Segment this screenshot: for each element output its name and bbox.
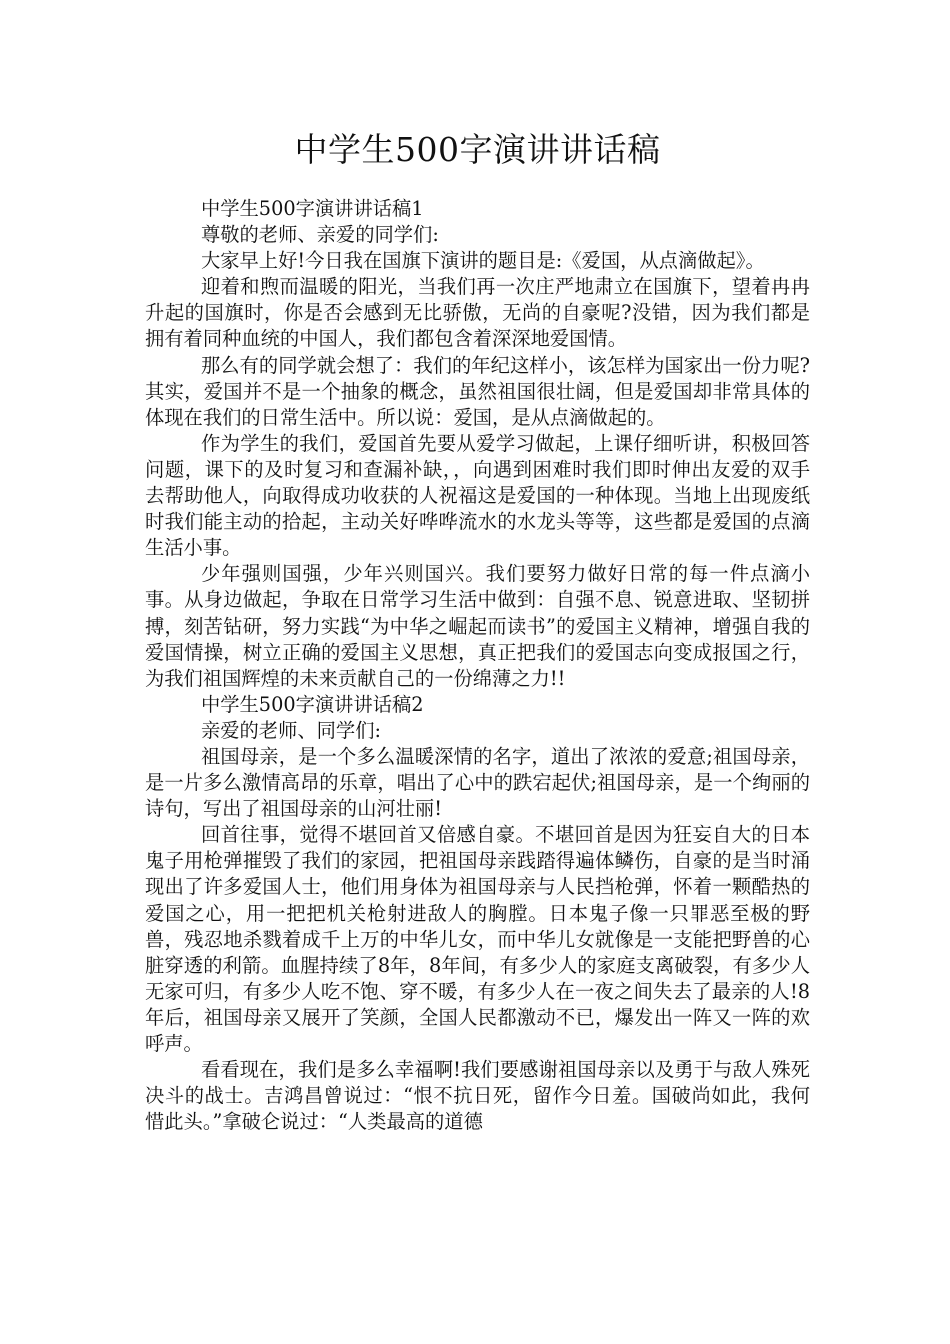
paragraph: 大家早上好!今日我在国旗下演讲的题目是:《爱国，从点滴做起》。 [200, 249, 765, 273]
document-body [145, 196, 810, 1135]
salutation-1: 尊敬的老师、亲爱的同学们: [200, 223, 439, 247]
paragraph: 祖国母亲，是一个多么温暖深情的名字，道出了浓浓的爱意;祖国母亲，是一片多么激情高昂的乐章，唱出了心中的跌宕起伏;祖国母亲，是一个绚丽的诗句，写出了祖国母亲的山河壮丽! [145, 744, 810, 821]
paragraph: 作为学生的我们，爱国首先要从爱学习做起，上课仔细听讲，积极回答问题，课下的及时复习和查漏补缺，，向遇到困难时我们即时伸出友爱的双手去帮助他人，向取得成功收获的人祝福这是爱国的一种体现。当地上出现废纸时我们能主动的拾起，主动关好哗哗流水的水龙头等等，这些都是爱国的点滴生活小事。 [145, 431, 810, 560]
section-heading-1: 中学生500字演讲讲话稿1 [200, 197, 424, 220]
document-title: 中学生500字演讲讲话稿 [294, 130, 661, 169]
section-heading-2: 中学生500字演讲讲话稿2 [200, 692, 424, 716]
paragraph: 迎着和煦而温暖的阳光，当我们再一次庄严地肃立在国旗下，望着冉冉升起的国旗时，你是否会感到无比骄傲，无尚的自豪呢?没错，因为我们都是拥有着同种血统的中国人，我们都包含着深深地爱国情。 [145, 275, 810, 351]
paragraph: 那么有的同学就会想了：我们的年纪这样小，该怎样为国家出一份力呢?其实，爱国并不是一个抽象的概念，虽然祖国很壮阔，但是爱国却非常具体的体现在我们的日常生活中。所以说：爱国，是从点滴做起的。 [145, 353, 810, 429]
paragraph: 回首往事，觉得不堪回首又倍感自豪。不堪回首是因为狂妄自大的日本鬼子用枪弹摧毁了我们的家园，把祖国母亲践踏得遍体鳞伤，自豪的是当时涌现出了许多爱国人士，他们用身体为祖国母亲与人民挡枪弹，怀着一颗酷热的爱国之心，用一把把机关枪射进敌人的胸膛。日本鬼子像一只罪恶至极的野兽，残忍地杀戮着成千上万的中华儿女，而中华儿女就像是一支能把野兽的心脏穿透的利箭。血腥持续了8年，8年间，有多少人的家庭支离破裂，有多少人无家可归，有多少人吃不饱、穿不暖，有多少人在一夜之间失去了最亲的人!8年后，祖国母亲又展开了笑颜，全国人民都激动不已，爆发出一阵又一阵的欢呼声。 [145, 823, 810, 1055]
salutation-2: 亲爱的老师、同学们: [200, 718, 381, 742]
paragraph: 看看现在，我们是多么幸福啊!我们要感谢祖国母亲以及勇于与敌人殊死决斗的战士。吉鸿昌曾说过：“恨不抗日死，留作今日羞。国破尚如此，我何惜此头。”拿破仑说过：“人类最高的道德 [145, 1058, 810, 1134]
paragraph: 少年强则国强，少年兴则国兴。我们要努力做好日常的每一件点滴小事。从身边做起，争取在日常学习生活中做到：自强不息、锐意进取、坚韧拼搏，刻苦钻研，努力实践“为中华之崛起而读书”的爱国主义精神，增强自我的爱国情操，树立正确的爱国主义思想，真正把我们的爱国志向变成报国之行，为我们祖国辉煌的未来贡献自己的一份绵薄之力!! [145, 562, 810, 690]
